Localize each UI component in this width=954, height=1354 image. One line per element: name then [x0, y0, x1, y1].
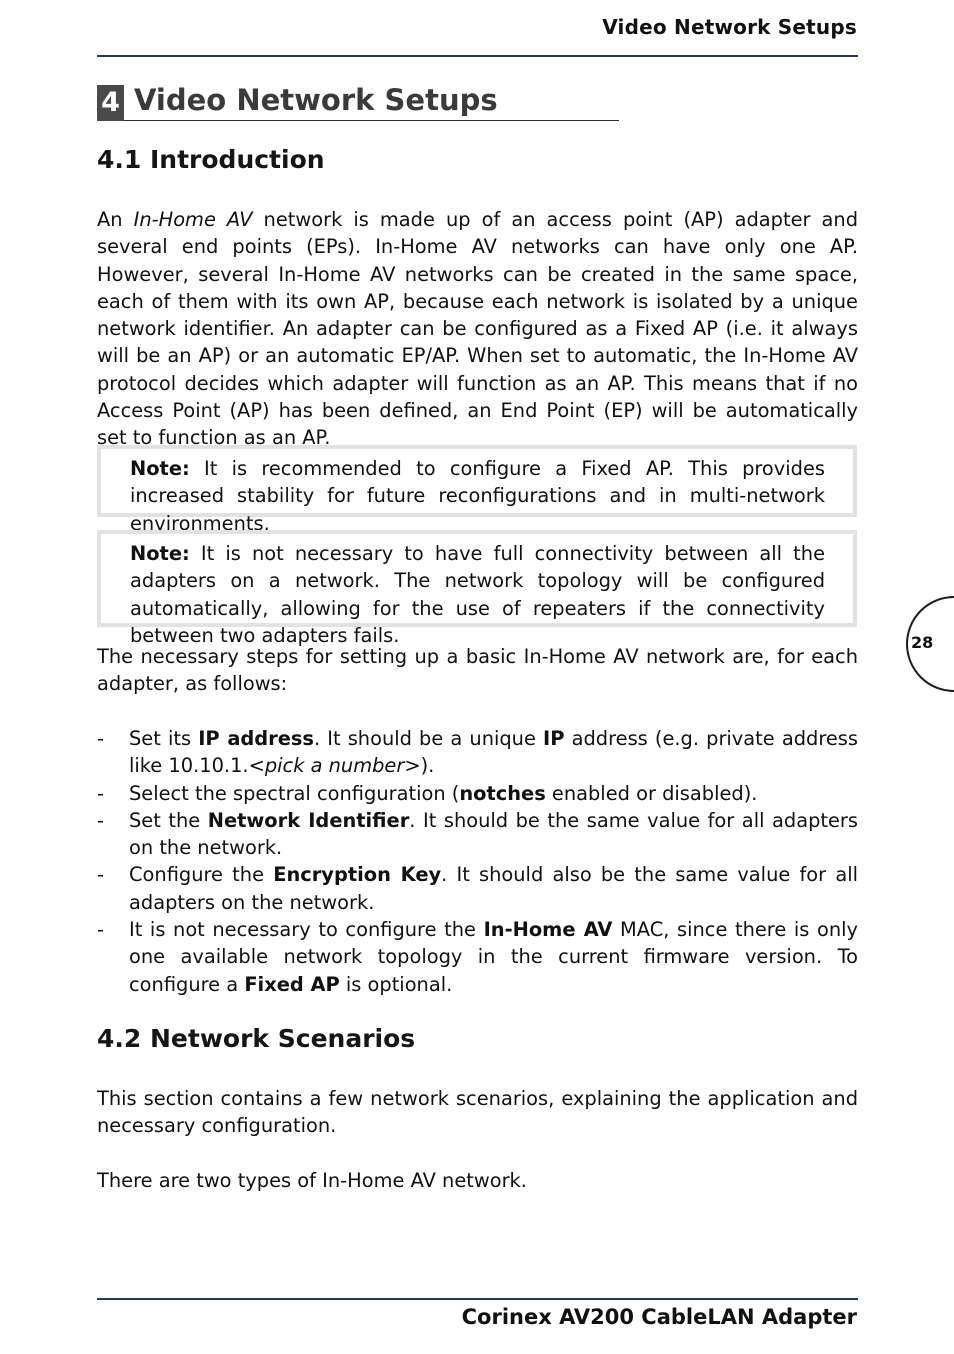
intro-text-1: An — [97, 208, 134, 231]
section-heading-network-scenarios: 4.2 Network Scenarios — [97, 1024, 416, 1053]
footer-product-name: Corinex AV200 CableLAN Adapter — [461, 1305, 857, 1329]
running-header: Video Network Setups — [602, 15, 857, 39]
scenarios-paragraph: This section contains a few network scenarios, explaining the application and necessary configuration. — [97, 1087, 858, 1138]
intro-paragraph — [97, 206, 858, 452]
list-dash: - — [97, 781, 104, 805]
network-types-paragraph: There are two types of In-Home AV network. — [97, 1169, 527, 1192]
section-heading-introduction: 4.1 Introduction — [97, 145, 325, 174]
intro-term-italic: In-Home AV — [133, 208, 253, 231]
page-number: 28 — [911, 633, 934, 652]
note-text: It is not necessary to have full connectivity between all the adapters on a network. The network topology will be configured automatically, allowing for the use of repeaters if the connectivity between two adapters fails. — [130, 542, 825, 647]
steps-intro-paragraph: The necessary steps for setting up a basic In-Home AV network are, for each adapter, as follows: — [97, 645, 858, 696]
footer-rule — [97, 1298, 858, 1300]
list-dash: - — [97, 918, 104, 942]
setup-steps-list — [97, 725, 858, 998]
list-item: - Set the Network Identifier. It should be the same value for all adapters on the network. — [97, 808, 858, 860]
list-dash: - — [97, 808, 104, 832]
note-box-connectivity — [97, 530, 857, 647]
chapter-heading — [97, 82, 619, 121]
header-rule — [97, 55, 858, 57]
list-dash: - — [97, 863, 104, 887]
note-text: It is recommended to configure a Fixed AP. This provides increased stability for future reconfigurations and in multi-network environments. — [130, 457, 825, 535]
list-item: - Select the spectral configuration (notches enabled or disabled). — [97, 780, 858, 807]
note-box-fixed-ap — [97, 445, 857, 535]
list-item: - It is not necessary to configure the In-Home AV MAC, since there is only one available network topology in the current firmware version. To configure a Fixed AP is optional. — [97, 918, 859, 996]
intro-text-2: network is made up of an access point (AP) adapter and several end points (EPs). In-Home AV networks can have only one AP. However, several In-Home AV networks can be created in the same space, each of them with its own AP, because each network is isolated by a unique network identifier. An adapter can be configured as a Fixed AP (i.e. it always will be an AP) or an automatic EP/AP. When set to automatic, the In-Home AV protocol decides which adapter will function as an AP. This means that if no Access Point (AP) has been defined, an End Point (EP) will be automatically set to function as an AP. — [97, 208, 858, 450]
chapter-title: Video Network Setups — [134, 83, 498, 117]
list-dash: - — [97, 727, 104, 750]
list-item: - Set its IP address. It should be a unique IP address (e.g. private address like 10.10.1.<pick a number>). — [97, 727, 858, 778]
chapter-number-badge: 4 — [97, 85, 124, 121]
note-label: Note: — [130, 542, 190, 565]
list-item: - Configure the Encryption Key. It should also be the same value for all adapters on the network. — [97, 863, 858, 914]
note-label: Note: — [130, 457, 190, 480]
